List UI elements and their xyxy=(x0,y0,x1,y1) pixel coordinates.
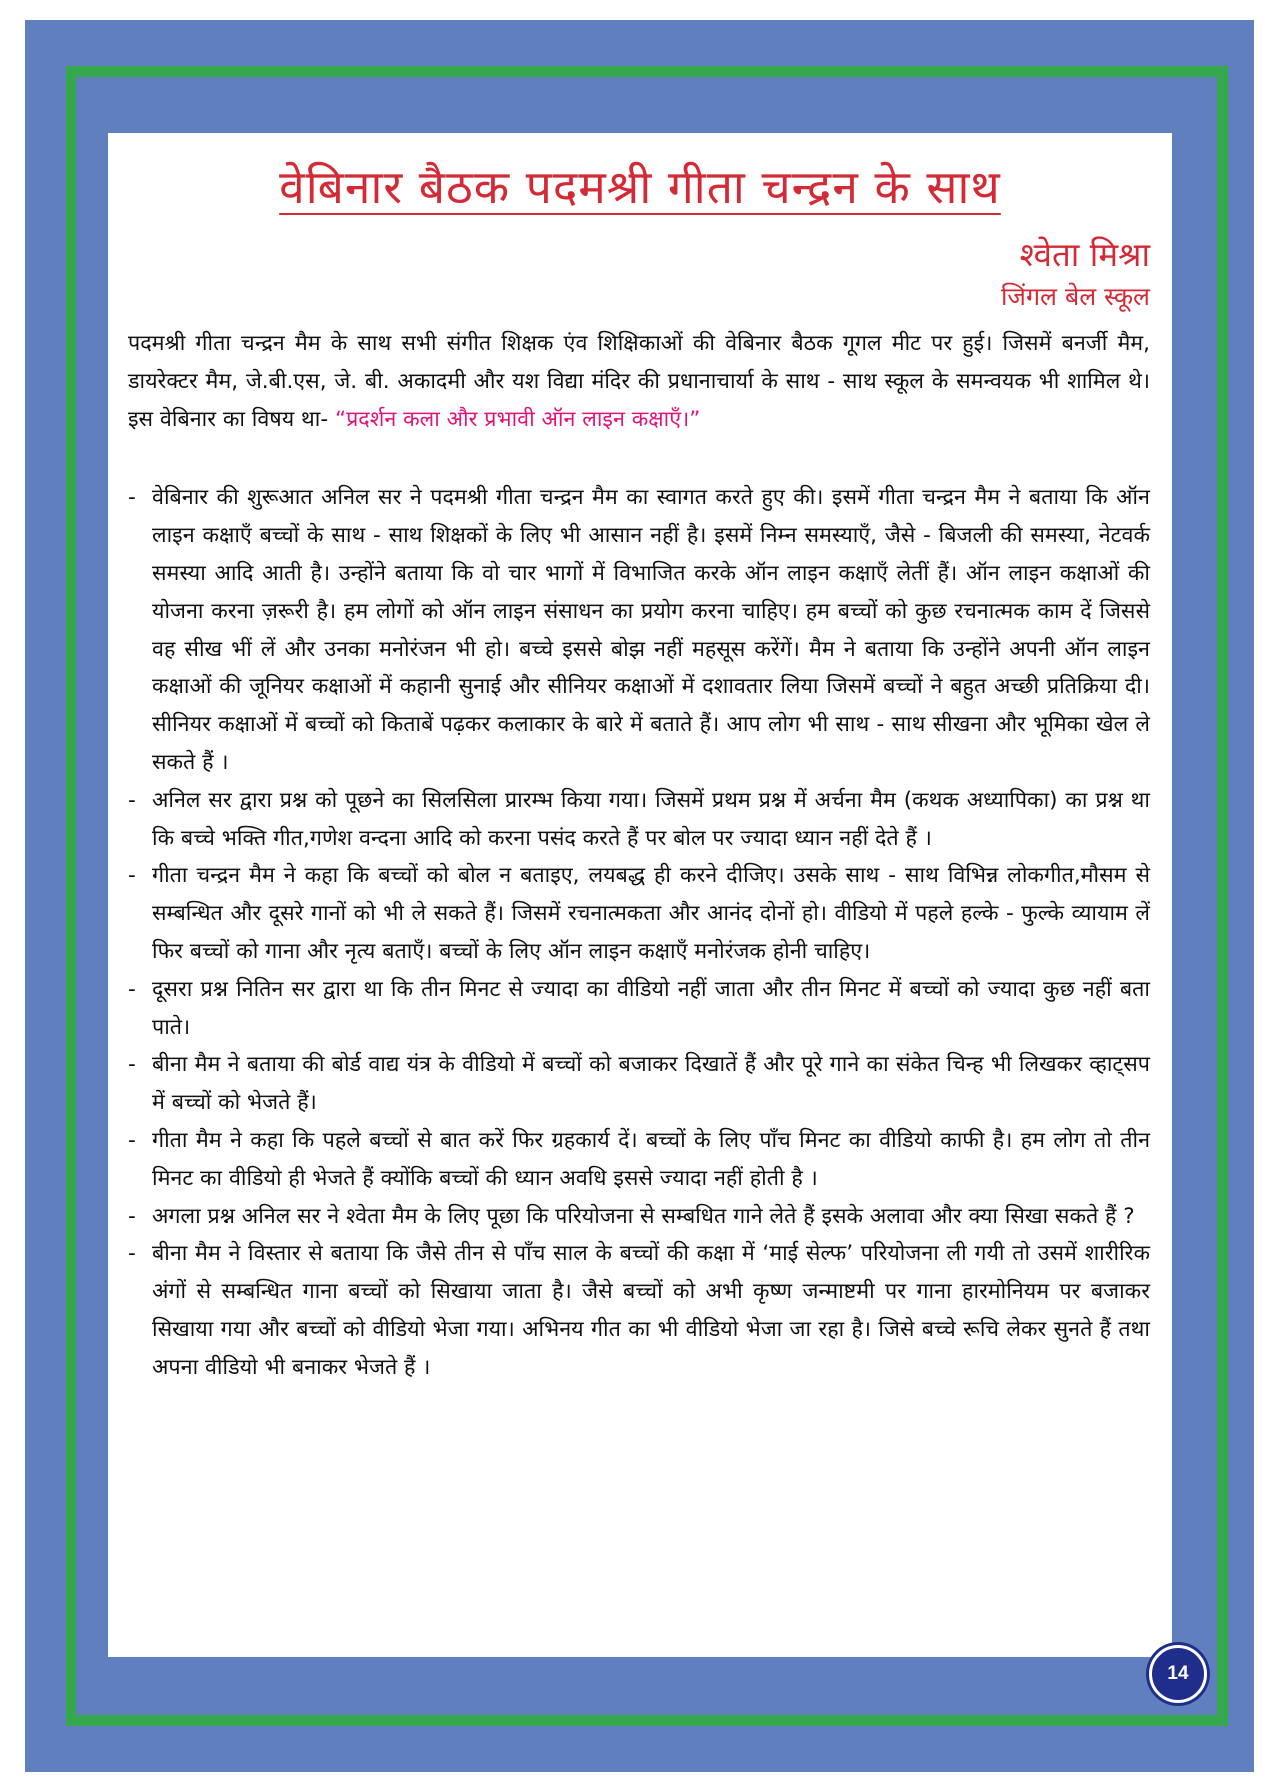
intro-paragraph xyxy=(128,325,1150,438)
bullet-dash: - xyxy=(128,1241,136,1267)
article-title: वेबिनार बैठक पदमश्री गीता चन्द्रन के साथ xyxy=(279,160,1001,214)
bullet-dash: - xyxy=(128,1052,136,1078)
discussion-list xyxy=(128,479,1150,1386)
list-item xyxy=(128,1046,1150,1122)
page-number-badge: 14 xyxy=(1149,1645,1207,1703)
bullet-dash: - xyxy=(128,787,136,813)
list-item xyxy=(128,857,1150,970)
list-item-text: अनिल सर द्वारा प्रश्न को पूछने का सिलसिला प्रारम्भ किया गया। जिसमें प्रथम प्रश्न में अर्चना मैम (कथक अध्यापिका) का प्रश्न था कि बच्चे भक्ति गीत,गणेश वन्दना आदि को करना पसंद करते हैं पर बोल पर ज्यादा ध्यान नहीं देते हैं । xyxy=(152,787,1150,851)
bullet-dash: - xyxy=(128,1203,136,1229)
bullet-dash: - xyxy=(128,485,136,511)
list-item xyxy=(128,782,1150,858)
bullet-dash: - xyxy=(128,976,136,1002)
list-item xyxy=(128,1198,1150,1236)
bullet-dash: - xyxy=(128,1127,136,1153)
list-item xyxy=(128,479,1150,781)
list-item-text: वेबिनार की शुरूआत अनिल सर ने पदमश्री गीता चन्द्रन मैम का स्वागत करते हुए की। इसमें गीता चन्द्रन मैम ने बताया कि ऑन लाइन कक्षाएँ बच्चों के साथ - साथ शिक्षकों के लिए भी आसान नहीं है। इसमें निम्न समस्याएँ, जैसे - बिजली की समस्या, नेटवर्क समस्या आदि आती है। उन्होंने बताया कि वो चार भागों में विभाजित करके ऑन लाइन कक्षाएँ लेतीं हैं। ऑन लाइन कक्षाओं की योजना करना ज़रूरी है। हम लोगों को ऑन लाइन संसाधन का प्रयोग करना चाहिए। हम बच्चों को कुछ रचनात्मक काम दें जिससे वह सीख भीं लें और उनका मनोरंजन भी हो। बच्चे इससे बोझ नहीं महसूस करेंगें। मैम ने बताया कि उन्होंने अपनी ऑन लाइन कक्षाओं की जूनियर कक्षाओं में कहानी सुनाई और सीनियर कक्षाओं में दशावतार लिया जिसमें बच्चों ने बहुत अच्छी प्रतिक्रिया दी। सीनियर कक्षाओं में बच्चों को किताबें पढ़कर कलाकार के बारे में बताते हैं। आप लोग भी साथ - साथ सीखना और भूमिका खेल ले सकते हैं । xyxy=(152,485,1150,775)
school-name: जिंगल बेल स्कूल xyxy=(1000,282,1150,311)
list-item-text: बीना मैम ने बताया की बोर्ड वाद्य यंत्र के वीडियो में बच्चों को बजाकर दिखातें हैं और पूरे गाने का संकेत चिन्ह भी लिखकर व्हाट्सप में बच्चों को भेजते हैं। xyxy=(152,1052,1150,1116)
list-item xyxy=(128,1122,1150,1198)
bullet-dash: - xyxy=(128,863,136,889)
list-item-text: गीता मैम ने कहा कि पहले बच्चों से बात करें फिर ग्रहकार्य दें। बच्चों के लिए पाँच मिनट का वीडियो काफी है। हम लोग तो तीन मिनट का वीडियो ही भेजते हैं क्योंकि बच्चों की ध्यान अवधि इससे ज्यादा नहीं होती है । xyxy=(152,1127,1150,1191)
article-body xyxy=(128,325,1150,1387)
webinar-topic: “प्रदर्शन कला और प्रभावी ऑन लाइन कक्षाएँ।” xyxy=(334,406,701,432)
list-item-text: अगला प्रश्न अनिल सर ने श्वेता मैम के लिए पूछा कि परियोजना से सम्बधित गाने लेते हैं इसके अलावा और क्या सिखा सकते हैं ? xyxy=(152,1203,1135,1229)
author-name: श्वेता मिश्रा xyxy=(1019,235,1150,274)
article-page xyxy=(108,133,1172,1657)
list-item-text: दूसरा प्रश्न नितिन सर द्वारा था कि तीन मिनट से ज्यादा का वीडियो नहीं जाता और तीन मिनट में बच्चों को ज्यादा कुछ नहीं बता पाते। xyxy=(152,976,1150,1040)
list-item xyxy=(128,971,1150,1047)
list-item-text: बीना मैम ने विस्तार से बताया कि जैसे तीन से पाँच साल के बच्चों की कक्षा में ‘माई सेल्फ’ परियोजना ली गयी तो उसमें शारीरिक अंगों से सम्बन्धित गाना बच्चों को सिखाया जाता है। जैसे बच्चों को अभी कृष्ण जन्माष्टमी पर गाना हारमोनियम पर बजाकर सिखाया गया और बच्चों को वीडियो भेजा गया। अभिनय गीत का भी वीडियो भेजा जा रहा है। जिसे बच्चे रूचि लेकर सुनते हैं तथा अपना वीडियो भी बनाकर भेजते हैं । xyxy=(152,1241,1150,1380)
list-item xyxy=(128,1235,1150,1386)
article-title-wrap xyxy=(108,155,1172,217)
list-item-text: गीता चन्द्रन मैम ने कहा कि बच्चों को बोल न बताइए, लयबद्ध ही करने दीजिए। उसके साथ - साथ विभिन्न लोकगीत,मौसम से सम्बन्धित और दूसरे गानों को भी ले सकते हैं। जिसमें रचनात्मकता और आनंद दोनों हो। वीडियो में पहले हल्के - फुल्के व्यायाम लें फिर बच्चों को गाना और नृत्य बताएँ। बच्चों के लिए ऑन लाइन कक्षाएँ मनोरंजक होनी चाहिए। xyxy=(152,863,1150,964)
intro-text: पदमश्री गीता चन्द्रन मैम के साथ सभी संगीत शिक्षक एंव शिक्षिकाओं की वेबिनार बैठक गूगल मीट पर हुई। जिसमें बनर्जी मैम, डायरेक्टर मैम, जे.बी.एस, जे. बी. अकादमी और यश विद्या मंदिर की प्रधानाचार्या के साथ - साथ स्कूल के समन्वयक भी शामिल थे। इस वेबिनार का विषय था- xyxy=(128,331,1150,432)
